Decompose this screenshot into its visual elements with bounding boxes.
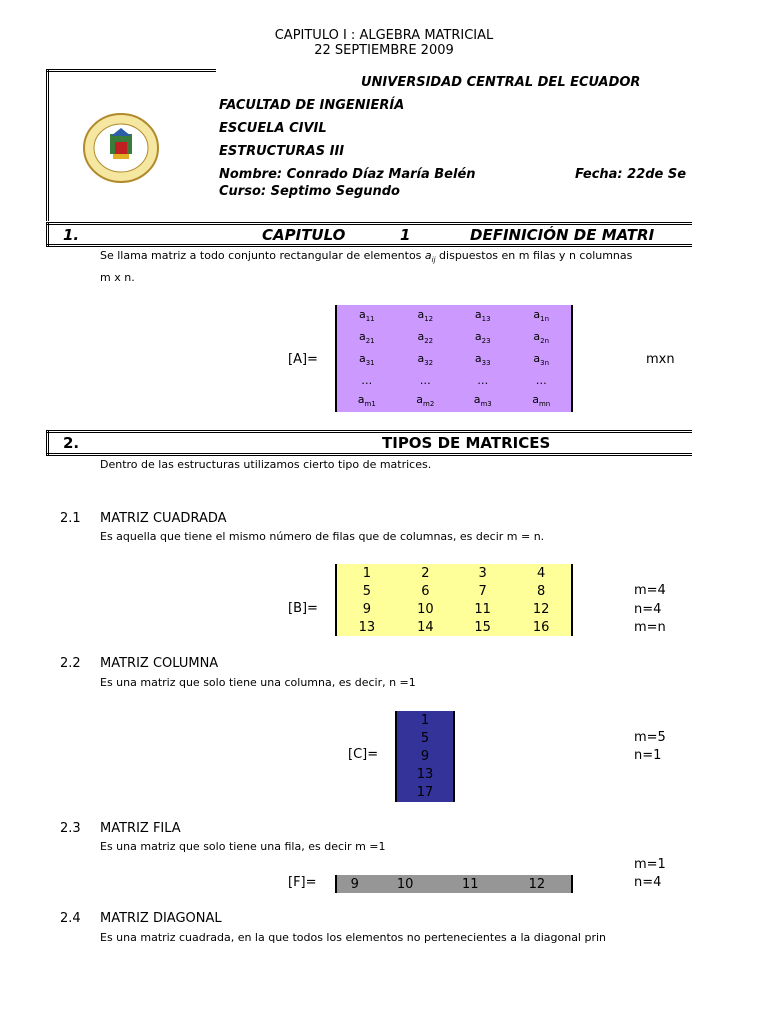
matrix-a-cell: $a_{3n}$ [533, 352, 550, 368]
matrix-a-cell: $a_{31}$ [358, 352, 375, 368]
university-logo [82, 112, 160, 184]
s22-note-n: n=1 [634, 748, 662, 763]
matrix-c-cell: 5 [420, 730, 430, 746]
matrix-a-row [336, 327, 572, 349]
matrix-b-cell: 4 [536, 565, 546, 581]
s22-text: Es una matriz que solo tiene una columna, es decir, n =1 [100, 676, 416, 689]
matrix-b-row [336, 600, 572, 618]
matrix-b-cell: 5 [362, 583, 371, 599]
matrix-a-cell: $a_{1n}$ [533, 308, 550, 324]
matrix-b-cell: 10 [417, 601, 434, 617]
matrix-a-dimension: mxn [646, 352, 675, 367]
matrix-a-row [336, 390, 572, 412]
matrix-a-row [336, 305, 572, 327]
matrix-a-cell: $a_{m2}$ [416, 393, 435, 409]
matrix-c-row [396, 784, 454, 802]
section1-definition-cont: m x n. [100, 271, 135, 284]
matrix-a-cell: … [535, 374, 547, 388]
section1-title-a: CAPITULO [262, 226, 346, 244]
matrix-b-cell: 6 [421, 583, 430, 599]
s24-number: 2.4 [60, 911, 81, 926]
s24-text: Es una matriz cuadrada, en la que todos los elementos no pertenecientes a la diagonal prin [100, 931, 607, 944]
chapter-title: CAPITULO I : ALGEBRA MATRICIAL [274, 28, 494, 43]
matrix-a-cell: … [477, 374, 489, 388]
matrix-b-cell: 16 [532, 619, 550, 635]
matrix-f-cell: 9 [350, 876, 359, 892]
section1-title-c: DEFINICIÓN DE MATRI [470, 226, 655, 244]
s21-text: Es aquella que tiene el mismo número de filas que de columnas, es decir m = n. [100, 530, 545, 543]
matrix-a-cell: $a_{13}$ [474, 308, 491, 324]
s24-title: MATRIZ DIAGONAL [100, 911, 222, 926]
date-title: 22 SEPTIEMBRE 2009 [314, 43, 454, 58]
matrix-a-cell: … [419, 374, 431, 388]
s23-title: MATRIZ FILA [100, 821, 181, 836]
matrix-a-cell: $a_{11}$ [358, 308, 375, 324]
matrix-a-cell: $a_{m3}$ [473, 393, 492, 409]
section1-title-b: 1 [400, 226, 411, 244]
course-name: ESTRUCTURAS III [219, 144, 345, 159]
matrix-c-row [396, 711, 454, 729]
matrix-f-cell: 10 [396, 876, 414, 892]
matrix-b-row [336, 582, 572, 600]
matrix-c-cell: 9 [420, 748, 430, 764]
s23-text: Es una matriz que solo tiene una fila, es decir m =1 [100, 840, 386, 853]
matrix-b-cell: 8 [536, 583, 546, 599]
matrix-b-cell: 11 [474, 601, 491, 617]
section1-number: 1. [63, 226, 80, 244]
matrix-a-cell: … [361, 374, 373, 388]
matrix-b-cell: 2 [421, 565, 430, 581]
header-date: Fecha: 22de Se [575, 167, 687, 182]
matrix-c-cell: 17 [416, 785, 434, 801]
matrix-b-row [336, 564, 572, 582]
s23-note-n: n=4 [634, 875, 662, 890]
matrix-b-row [336, 618, 572, 636]
matrix-c-row [396, 729, 454, 747]
school-name: ESCUELA CIVIL [219, 121, 327, 136]
student-name: Nombre: Conrado Díaz María Belén [219, 167, 476, 182]
matrix-c [395, 711, 455, 802]
matrix-a-label: [A]= [288, 352, 318, 367]
matrix-a-cell: $a_{2n}$ [533, 330, 550, 346]
matrix-b-cell: 15 [474, 619, 491, 635]
matrix-f-cell: 11 [462, 876, 479, 892]
matrix-a-cell: $a_{21}$ [358, 330, 375, 346]
section2-title: TIPOS DE MATRICES [382, 434, 551, 452]
matrix-f-label: [F]= [288, 875, 317, 890]
s21-number: 2.1 [60, 511, 81, 526]
section1-definition: Se llama matriz a todo conjunto rectangular de elementos $a_{ij}$ dispuestos en m filas y n columnas [100, 249, 633, 265]
matrix-b-cell: 9 [362, 601, 371, 617]
matrix-a-cell: $a_{23}$ [474, 330, 491, 346]
matrix-b-cell: 1 [362, 565, 371, 581]
matrix-a-cell: $a_{32}$ [417, 352, 434, 368]
matrix-a-cell: $a_{22}$ [417, 330, 434, 346]
matrix-a-cell: $a_{33}$ [474, 352, 491, 368]
matrix-c-row [396, 766, 454, 784]
s21-note-mn: m=n [634, 620, 666, 635]
s21-title: MATRIZ CUADRADA [100, 511, 227, 526]
matrix-c-cell: 1 [420, 712, 430, 728]
matrix-b-cell: 7 [478, 583, 487, 599]
s23-note-m: m=1 [634, 857, 666, 872]
matrix-a-row [336, 349, 572, 371]
s21-note-n: n=4 [634, 602, 662, 617]
course-group: Curso: Septimo Segundo [219, 184, 400, 199]
matrix-f-row [336, 875, 572, 893]
s22-number: 2.2 [60, 656, 81, 671]
matrix-a-cell: $a_{m1}$ [357, 393, 376, 409]
matrix-a [335, 305, 573, 412]
matrix-b-cell: 13 [358, 619, 376, 635]
matrix-b-cell: 12 [532, 601, 550, 617]
s22-title: MATRIZ COLUMNA [100, 656, 219, 671]
matrix-b [335, 564, 573, 636]
matrix-a-cell: $a_{mn}$ [532, 393, 551, 409]
matrix-a-cell: $a_{12}$ [417, 308, 434, 324]
matrix-c-row [396, 747, 454, 765]
matrix-c-label: [C]= [348, 747, 379, 762]
s22-note-m: m=5 [634, 730, 666, 745]
matrix-b-cell: 3 [478, 565, 487, 581]
faculty-name: FACULTAD DE INGENIERÍA [219, 98, 405, 113]
university-name: UNIVERSIDAD CENTRAL DEL ECUADOR [361, 75, 641, 90]
matrix-f [335, 875, 573, 893]
matrix-c-cell: 13 [416, 767, 434, 783]
section2-intro: Dentro de las estructuras utilizamos cierto tipo de matrices. [100, 458, 432, 471]
s21-note-m: m=4 [634, 583, 666, 598]
matrix-b-label: [B]= [288, 601, 318, 616]
section2-number: 2. [63, 434, 80, 452]
s23-number: 2.3 [60, 821, 81, 836]
matrix-f-cell: 12 [528, 876, 546, 892]
matrix-a-row [336, 371, 572, 390]
matrix-b-cell: 14 [417, 619, 434, 635]
